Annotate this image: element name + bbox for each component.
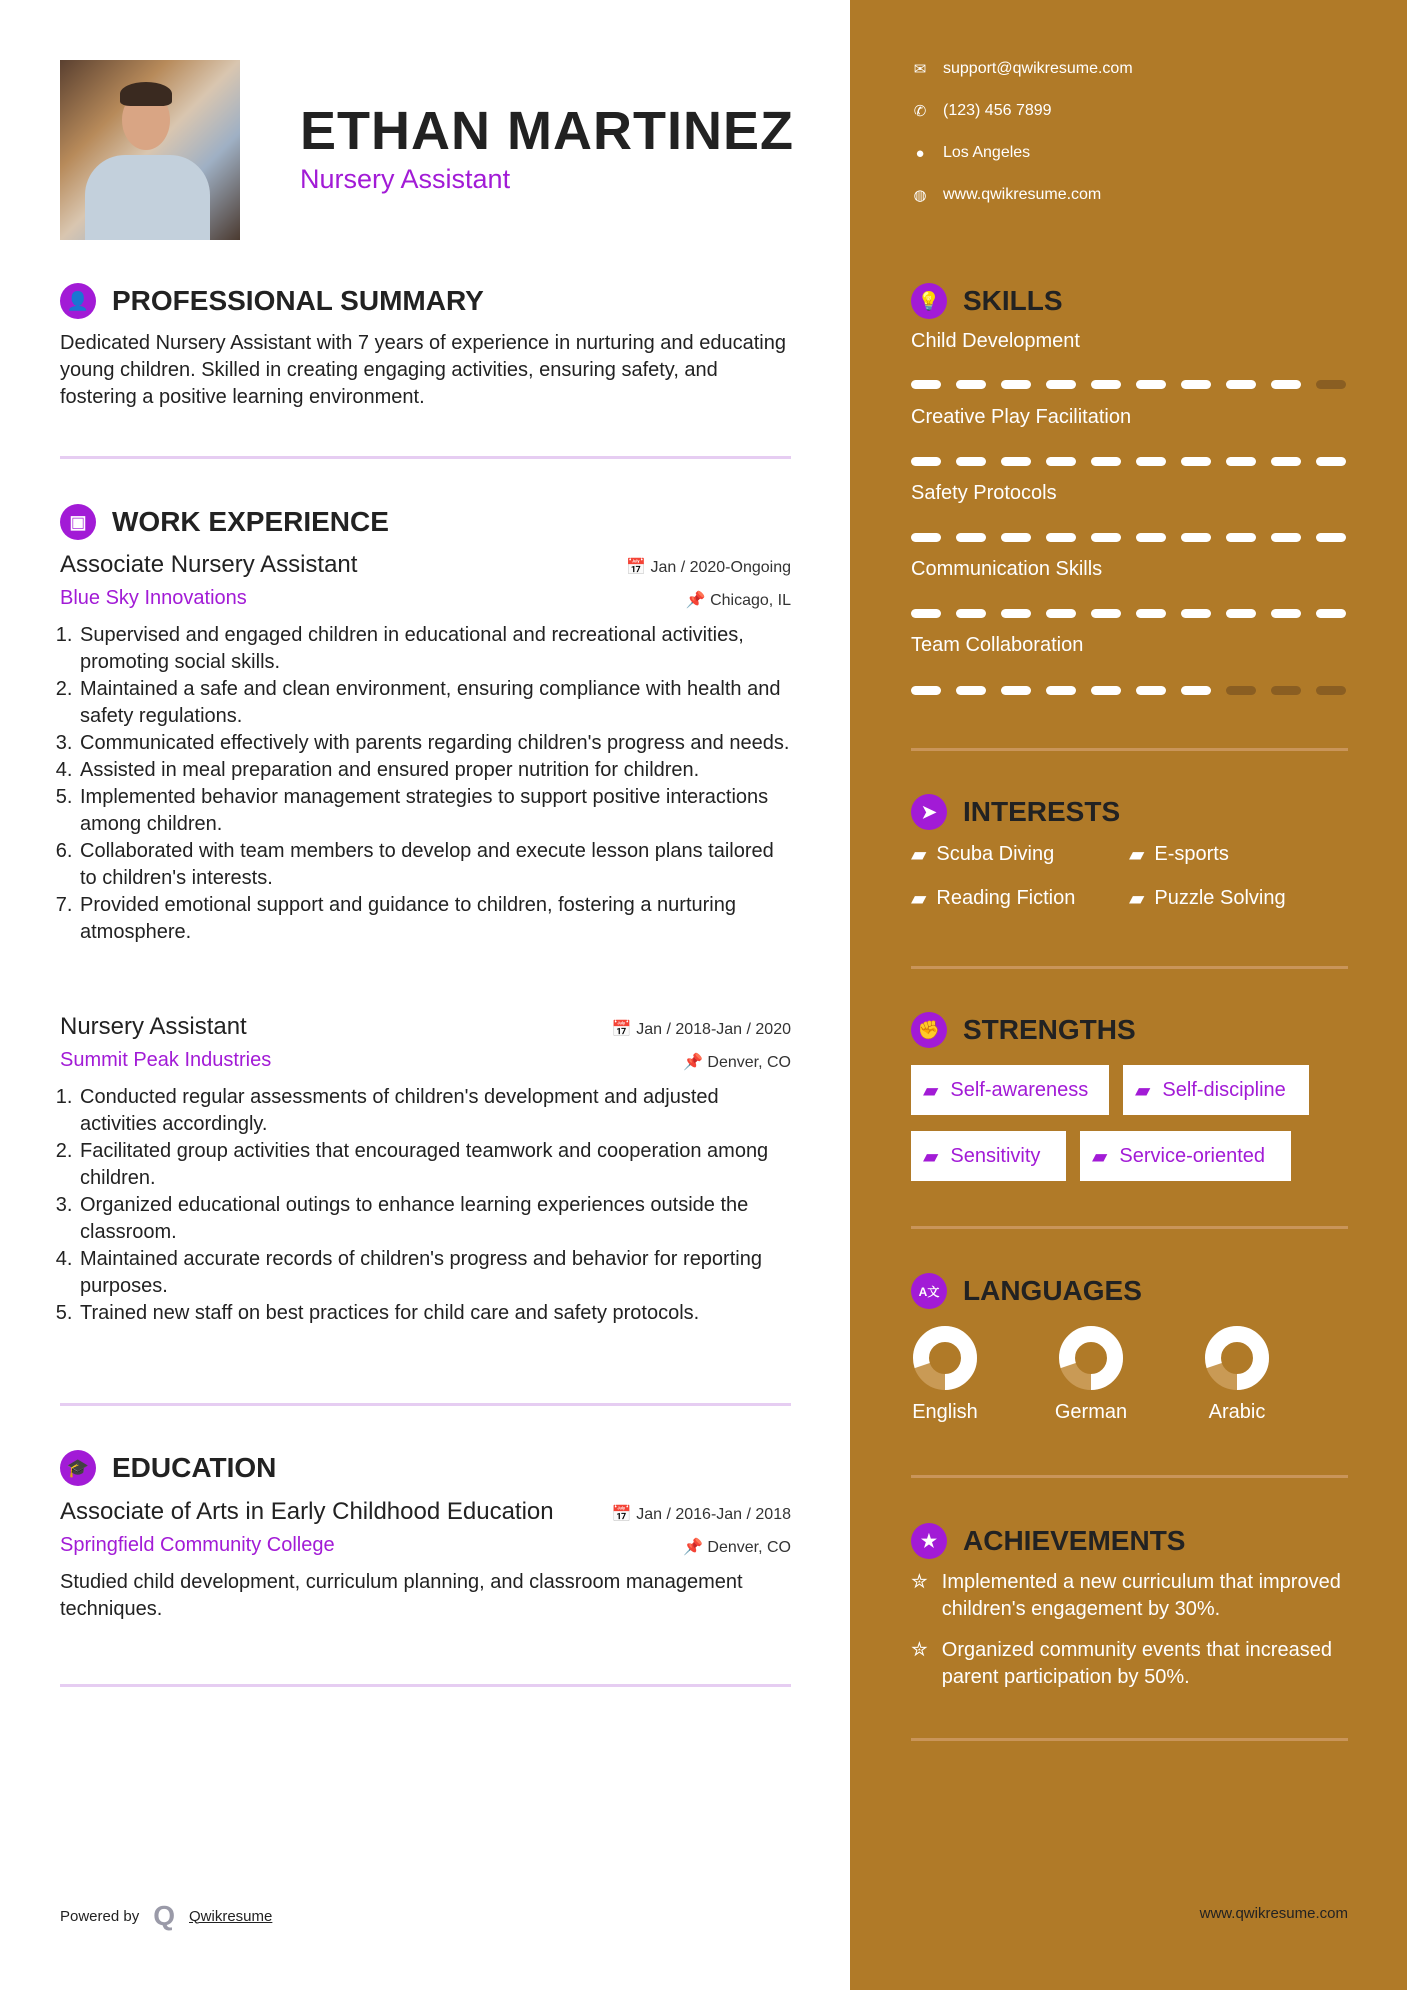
- fist-icon: ✊: [911, 1012, 947, 1048]
- job-bullets: [60, 622, 791, 946]
- skill-dash-filled: [1181, 686, 1211, 695]
- job-entry: [60, 1013, 791, 1327]
- divider: [911, 966, 1348, 969]
- divider: [911, 1738, 1348, 1741]
- skill-dash-filled: [1046, 533, 1076, 542]
- edu-description: Studied child development, curriculum planning, and classroom management techniques.: [60, 1571, 743, 1620]
- divider: [60, 456, 791, 459]
- skill-dash-filled: [911, 609, 941, 618]
- skill-dash-filled: [1001, 609, 1031, 618]
- job-location: [683, 1052, 791, 1072]
- bullet: 1. Conducted regular assessments of children's development and adjusted activities accordingly.: [78, 1084, 791, 1138]
- strength-chip: [911, 1065, 1109, 1115]
- skill-dash-filled: [1226, 457, 1256, 466]
- achievement-text: Implemented a new curriculum that improved children's engagement by 30%.: [941, 1571, 1341, 1620]
- work-heading: [60, 504, 389, 540]
- candidate-name: ETHAN MARTINEZ: [300, 101, 794, 161]
- strength-chip: [1080, 1131, 1291, 1181]
- book-icon: ▰: [1129, 888, 1145, 910]
- contact-phone: [911, 102, 1052, 120]
- pin-icon: 📌: [683, 1054, 708, 1071]
- profile-photo: [60, 60, 240, 240]
- language-name: Arabic: [1208, 1401, 1266, 1423]
- interest-item: [1129, 842, 1229, 867]
- dates-text: Jan / 2020-Ongoing: [650, 559, 791, 576]
- edu-dates: [612, 1504, 791, 1524]
- divider: [911, 748, 1348, 751]
- skill-dash-filled: [1271, 380, 1301, 389]
- map-pin-icon: ●: [915, 144, 925, 162]
- achievement-text: Organized community events that increased parent participation by 50%.: [941, 1639, 1332, 1688]
- skill-dash-filled: [1001, 686, 1031, 695]
- skill-dash-empty: [1271, 686, 1301, 695]
- strength-text: Self-awareness: [950, 1078, 1089, 1101]
- interest-item: [911, 886, 1075, 911]
- dates-text: Jan / 2018-Jan / 2020: [636, 1021, 791, 1038]
- skill-dash-filled: [911, 533, 941, 542]
- phone-text: (123) 456 7899: [943, 102, 1052, 119]
- interest-item: [911, 842, 1054, 867]
- shooting-star-icon: ✮: [911, 1571, 928, 1593]
- languages-heading: [911, 1273, 1142, 1309]
- strength-text: Service-oriented: [1119, 1144, 1266, 1167]
- job-title: Associate Nursery Assistant: [60, 551, 358, 578]
- envelope-icon: ✉: [913, 61, 927, 78]
- achievements-heading: [911, 1523, 1185, 1559]
- graduate-icon: 🎓: [60, 1450, 96, 1486]
- heading-text: PROFESSIONAL SUMMARY: [112, 285, 484, 316]
- skill-level-bar: [911, 686, 1351, 695]
- company: Blue Sky Innovations: [60, 587, 247, 609]
- skill-dash-filled: [1091, 686, 1121, 695]
- book-icon: ▰: [1129, 844, 1145, 866]
- shooting-star-icon: ✮: [911, 1639, 928, 1661]
- language-item: [885, 1325, 1005, 1424]
- strength-text: Sensitivity: [950, 1144, 1041, 1167]
- heading-text: ACHIEVEMENTS: [963, 1525, 1186, 1556]
- achievement-item: [911, 1569, 1351, 1623]
- briefcase-icon: ▣: [60, 504, 96, 540]
- skill-dash-filled: [1271, 457, 1301, 466]
- footer-powered: [60, 1900, 272, 1932]
- skill-dash-filled: [1136, 380, 1166, 389]
- lightbulb-icon: 💡: [911, 283, 947, 319]
- skill-dash-filled: [1091, 457, 1121, 466]
- company: Summit Peak Industries: [60, 1049, 272, 1071]
- skill-dash-filled: [911, 457, 941, 466]
- skill-dash-filled: [1091, 533, 1121, 542]
- heading-text: LANGUAGES: [963, 1275, 1142, 1306]
- heading-text: EDUCATION: [112, 1452, 277, 1483]
- pin-icon: 📌: [683, 1539, 708, 1556]
- location-text: Denver, CO: [707, 1539, 791, 1556]
- strength-chip: [911, 1131, 1066, 1181]
- skill-dash-filled: [1136, 609, 1166, 618]
- divider: [911, 1475, 1348, 1478]
- strength-chip: [1123, 1065, 1309, 1115]
- skill-dash-filled: [1046, 380, 1076, 389]
- star-badge-icon: ★: [911, 1523, 947, 1559]
- skill-dash-filled: [1091, 609, 1121, 618]
- website-text: www.qwikresume.com: [943, 186, 1102, 203]
- language-donut: [912, 1325, 978, 1391]
- interest-text: Puzzle Solving: [1154, 887, 1286, 909]
- book-icon: ▰: [1135, 1079, 1151, 1102]
- job-title: Nursery Assistant: [60, 1013, 247, 1040]
- language-item: [1031, 1325, 1151, 1424]
- bullet: 5. Implemented behavior management strategies to support positive interactions among children.: [78, 784, 791, 838]
- skill-dash-filled: [1271, 533, 1301, 542]
- contact-email: [911, 60, 1133, 78]
- skill-dash-filled: [1091, 380, 1121, 389]
- translate-icon: A文: [911, 1273, 947, 1309]
- skill-dash-filled: [1181, 380, 1211, 389]
- skill-dash-filled: [956, 533, 986, 542]
- language-item: [1177, 1325, 1297, 1424]
- language-name: German: [1054, 1401, 1128, 1423]
- education-heading: [60, 1450, 276, 1486]
- skill-dash-filled: [1316, 533, 1346, 542]
- bullet: 3. Organized educational outings to enhance learning experiences outside the classroom.: [78, 1192, 791, 1246]
- summary-text: Dedicated Nursery Assistant with 7 years of experience in nurturing and educating young children. Skilled in creating engaging activities, ensuring safety, and fostering a positive learning environment.: [60, 332, 786, 408]
- location-text: Chicago, IL: [710, 592, 791, 609]
- interest-item: [1129, 886, 1286, 911]
- job-dates: [626, 557, 791, 577]
- interest-text: Reading Fiction: [936, 887, 1076, 909]
- skills-heading: [911, 283, 1063, 319]
- bullet: 6. Collaborated with team members to develop and execute lesson plans tailored to children's interests.: [78, 838, 791, 892]
- skill-dash-filled: [956, 686, 986, 695]
- skill-dash-filled: [1046, 609, 1076, 618]
- heading-text: INTERESTS: [963, 796, 1121, 827]
- heading-text: SKILLS: [963, 285, 1063, 316]
- paper-plane-icon: ➤: [911, 794, 947, 830]
- bullet: 4. Assisted in meal preparation and ensured proper nutrition for children.: [78, 757, 791, 784]
- divider: [60, 1403, 791, 1406]
- skill-dash-filled: [1136, 533, 1166, 542]
- globe-icon: ◍: [913, 187, 927, 204]
- book-icon: ▰: [911, 888, 927, 910]
- skill-dash-filled: [1226, 380, 1256, 389]
- degree: Associate of Arts in Early Childhood Education: [60, 1498, 554, 1525]
- skill-level-bar: [911, 609, 1351, 618]
- skill-dash-filled: [1181, 457, 1211, 466]
- skill-dash-empty: [1226, 686, 1256, 695]
- interest-text: E-sports: [1154, 843, 1229, 865]
- book-icon: ▰: [923, 1079, 939, 1102]
- bullet: 7. Provided emotional support and guidance to children, fostering a nurturing atmosphere.: [78, 892, 791, 946]
- skill-dash-filled: [1136, 686, 1166, 695]
- divider: [60, 1684, 791, 1687]
- skill-dash-filled: [1001, 380, 1031, 389]
- skill-dash-filled: [1001, 457, 1031, 466]
- strength-text: Self-discipline: [1162, 1078, 1286, 1101]
- skill-name: Child Development: [911, 330, 1080, 352]
- skill-name: Team Collaboration: [911, 634, 1084, 656]
- contact-website: [911, 186, 1101, 204]
- skill-level-bar: [911, 380, 1351, 389]
- skill-dash-filled: [911, 380, 941, 389]
- book-icon: ▰: [911, 844, 927, 866]
- email-text: support@qwikresume.com: [943, 60, 1133, 77]
- skill-dash-filled: [1046, 457, 1076, 466]
- interest-text: Scuba Diving: [936, 843, 1055, 865]
- skill-dash-filled: [1271, 609, 1301, 618]
- book-icon: ▰: [923, 1145, 939, 1168]
- skill-dash-filled: [1316, 609, 1346, 618]
- dates-text: Jan / 2016-Jan / 2018: [636, 1506, 791, 1523]
- footer-website: www.qwikresume.com: [1199, 1905, 1348, 1922]
- qwikresume-logo-icon: Q: [153, 1900, 175, 1931]
- interests-heading: [911, 794, 1120, 830]
- location-text: Denver, CO: [707, 1054, 791, 1071]
- skill-dash-filled: [1001, 533, 1031, 542]
- user-icon: 👤: [60, 283, 96, 319]
- bullet: 1. Supervised and engaged children in educational and recreational activities, promoting social skills.: [78, 622, 791, 676]
- bullet: 5. Trained new staff on best practices for child care and safety protocols.: [78, 1300, 791, 1327]
- summary-heading: [60, 283, 484, 319]
- location-text: Los Angeles: [943, 144, 1031, 161]
- job-entry: [60, 551, 791, 946]
- language-donut: [1058, 1325, 1124, 1391]
- heading-text: WORK EXPERIENCE: [112, 506, 389, 537]
- bullet: 2. Facilitated group activities that encouraged teamwork and cooperation among children.: [78, 1138, 791, 1192]
- calendar-icon: 📅: [626, 559, 651, 576]
- job-location: [686, 590, 791, 610]
- heading-text: STRENGTHS: [963, 1014, 1136, 1045]
- calendar-icon: 📅: [611, 1506, 637, 1523]
- calendar-icon: 📅: [611, 1021, 637, 1038]
- skill-dash-empty: [1316, 380, 1346, 389]
- achievement-item: [911, 1637, 1351, 1691]
- skill-level-bar: [911, 457, 1351, 466]
- skill-dash-empty: [1316, 686, 1346, 695]
- candidate-title: Nursery Assistant: [300, 164, 511, 194]
- book-icon: ▰: [1092, 1145, 1108, 1168]
- skill-dash-filled: [1136, 457, 1166, 466]
- skill-dash-filled: [1046, 686, 1076, 695]
- skill-dash-filled: [1316, 457, 1346, 466]
- language-donut: [1204, 1325, 1270, 1391]
- skill-dash-filled: [956, 457, 986, 466]
- skill-level-bar: [911, 533, 1351, 542]
- skill-name: Creative Play Facilitation: [911, 406, 1132, 428]
- bullet: 4. Maintained accurate records of children's progress and behavior for reporting purposes.: [78, 1246, 791, 1300]
- bullet: 3. Communicated effectively with parents regarding children's progress and needs.: [78, 730, 791, 757]
- skill-name: Safety Protocols: [911, 482, 1057, 504]
- bullet: 2. Maintained a safe and clean environment, ensuring compliance with health and safety regulations.: [78, 676, 791, 730]
- school: Springfield Community College: [60, 1534, 335, 1556]
- job-bullets: [60, 1084, 791, 1327]
- skill-name: Communication Skills: [911, 558, 1103, 580]
- education-entry: [60, 1498, 791, 1623]
- powered-by-text: Powered by: [60, 1907, 140, 1925]
- language-name: English: [912, 1401, 978, 1423]
- skill-dash-filled: [956, 380, 986, 389]
- edu-location: [683, 1537, 791, 1557]
- divider: [911, 1226, 1348, 1229]
- contact-location: [911, 144, 1030, 162]
- skill-dash-filled: [1181, 609, 1211, 618]
- pin-icon: 📌: [685, 592, 711, 609]
- skill-dash-filled: [911, 686, 941, 695]
- skill-dash-filled: [1226, 609, 1256, 618]
- phone-icon: ✆: [913, 103, 927, 120]
- strengths-heading: [911, 1012, 1136, 1048]
- skill-dash-filled: [1226, 533, 1256, 542]
- skill-dash-filled: [1181, 533, 1211, 542]
- job-dates: [612, 1019, 791, 1039]
- skill-dash-filled: [956, 609, 986, 618]
- qwikresume-link[interactable]: Qwikresume: [189, 1907, 273, 1925]
